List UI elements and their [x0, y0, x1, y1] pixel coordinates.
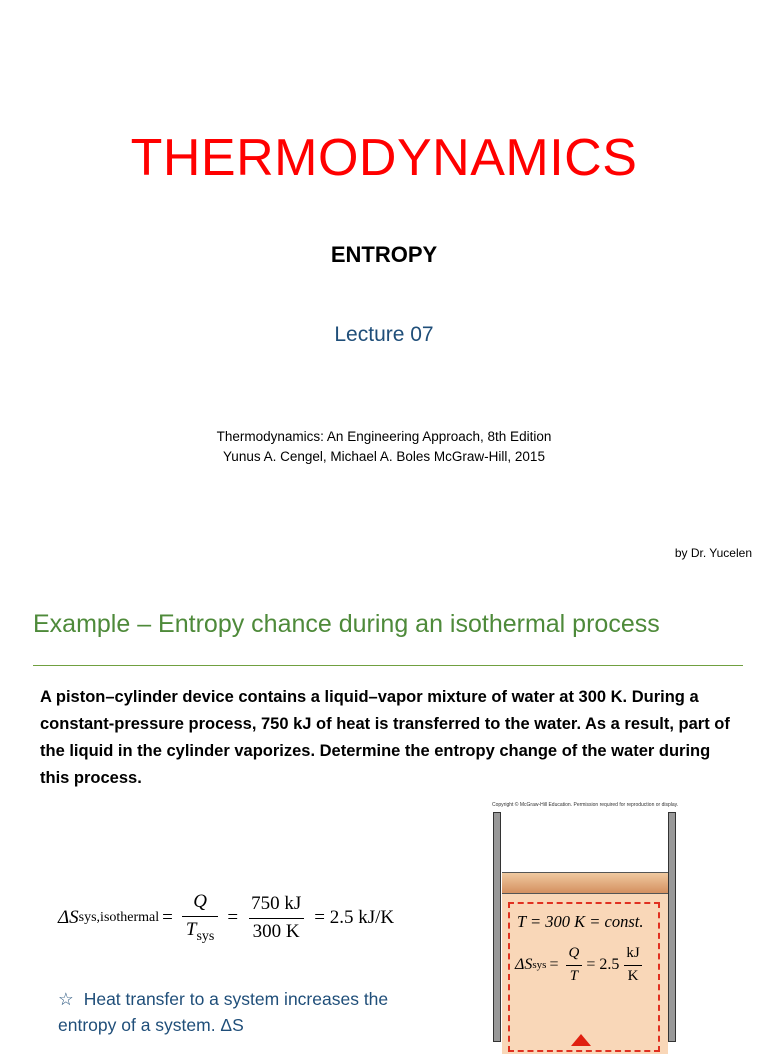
note: [58, 986, 448, 1038]
cylinder-wall-right: [668, 812, 676, 1042]
fraction-denominator-value: 300 K: [249, 918, 304, 943]
fraction-q-over-t: [182, 891, 218, 945]
fraction-numerator: Q: [193, 891, 207, 912]
fraction-values: [247, 893, 305, 943]
problem-statement: A piston–cylinder device contains a liquid–vapor mixture of water at 300 K. During a constant-pressure process, 750 kJ of heat is transferred to the water. As a result, part of the liquid in the cylinder vaporizes. Determine the entropy change of the water during this process.: [40, 688, 730, 787]
figure-unit-denominator: K: [624, 965, 643, 985]
star-icon: ☆: [58, 989, 74, 1009]
fraction-denominator-subscript: sys: [196, 929, 215, 944]
figure-unit-numerator: kJ: [626, 945, 640, 961]
fraction-numerator-value: 750 kJ: [251, 893, 302, 914]
equation-result: = 2.5 kJ/K: [314, 907, 395, 928]
equation-lhs: ΔS: [58, 907, 79, 928]
lecture-number: Lecture 07: [334, 323, 434, 346]
figure-eq-numerator: Q: [568, 945, 580, 961]
subtitle: ENTROPY: [330, 242, 438, 267]
figure-eq-denominator: T: [566, 965, 582, 985]
note-text: Heat transfer to a system increases the entropy of a system. ΔS: [58, 989, 389, 1035]
piston: [502, 872, 668, 894]
figure-eq-lhs: ΔS: [515, 956, 533, 973]
heat-arrow-icon: [571, 1034, 591, 1046]
piston-cylinder-figure: [493, 812, 683, 1042]
slide-example: [0, 590, 768, 1035]
title: THERMODYNAMICS: [130, 129, 638, 187]
fraction-denominator: T: [185, 919, 197, 940]
entropy-equation: [58, 888, 397, 948]
figure-temperature-label: T = 300 K = const.: [517, 912, 644, 931]
equals-sign: =: [162, 907, 173, 928]
reference-authors: Yunus A. Cengel, Michael A. Boles McGraw-Hill, 2015: [223, 449, 545, 464]
title-divider: [33, 665, 743, 666]
figure-eq-subscript: sys: [532, 959, 547, 971]
equals-sign: =: [227, 907, 239, 928]
cylinder-wall-left: [493, 812, 501, 1042]
figure-entropy-equation: ΔS sys = $\frac{Q}{T}$ = 2.5 $\frac{kJ}{K}$: [515, 945, 647, 985]
author-credit: by Dr. Yucelen: [674, 546, 752, 560]
figure-eq-result: = 2.5: [586, 956, 620, 973]
example-title: Example – Entropy chance during an isothermal process: [33, 610, 660, 638]
reference-book: Thermodynamics: An Engineering Approach, 8th Edition: [216, 429, 552, 444]
figure-copyright: Copyright © McGraw-Hill Education. Permission required for reproduction or display.: [492, 802, 679, 808]
equation-lhs-subscript: sys,isothermal: [78, 910, 160, 925]
